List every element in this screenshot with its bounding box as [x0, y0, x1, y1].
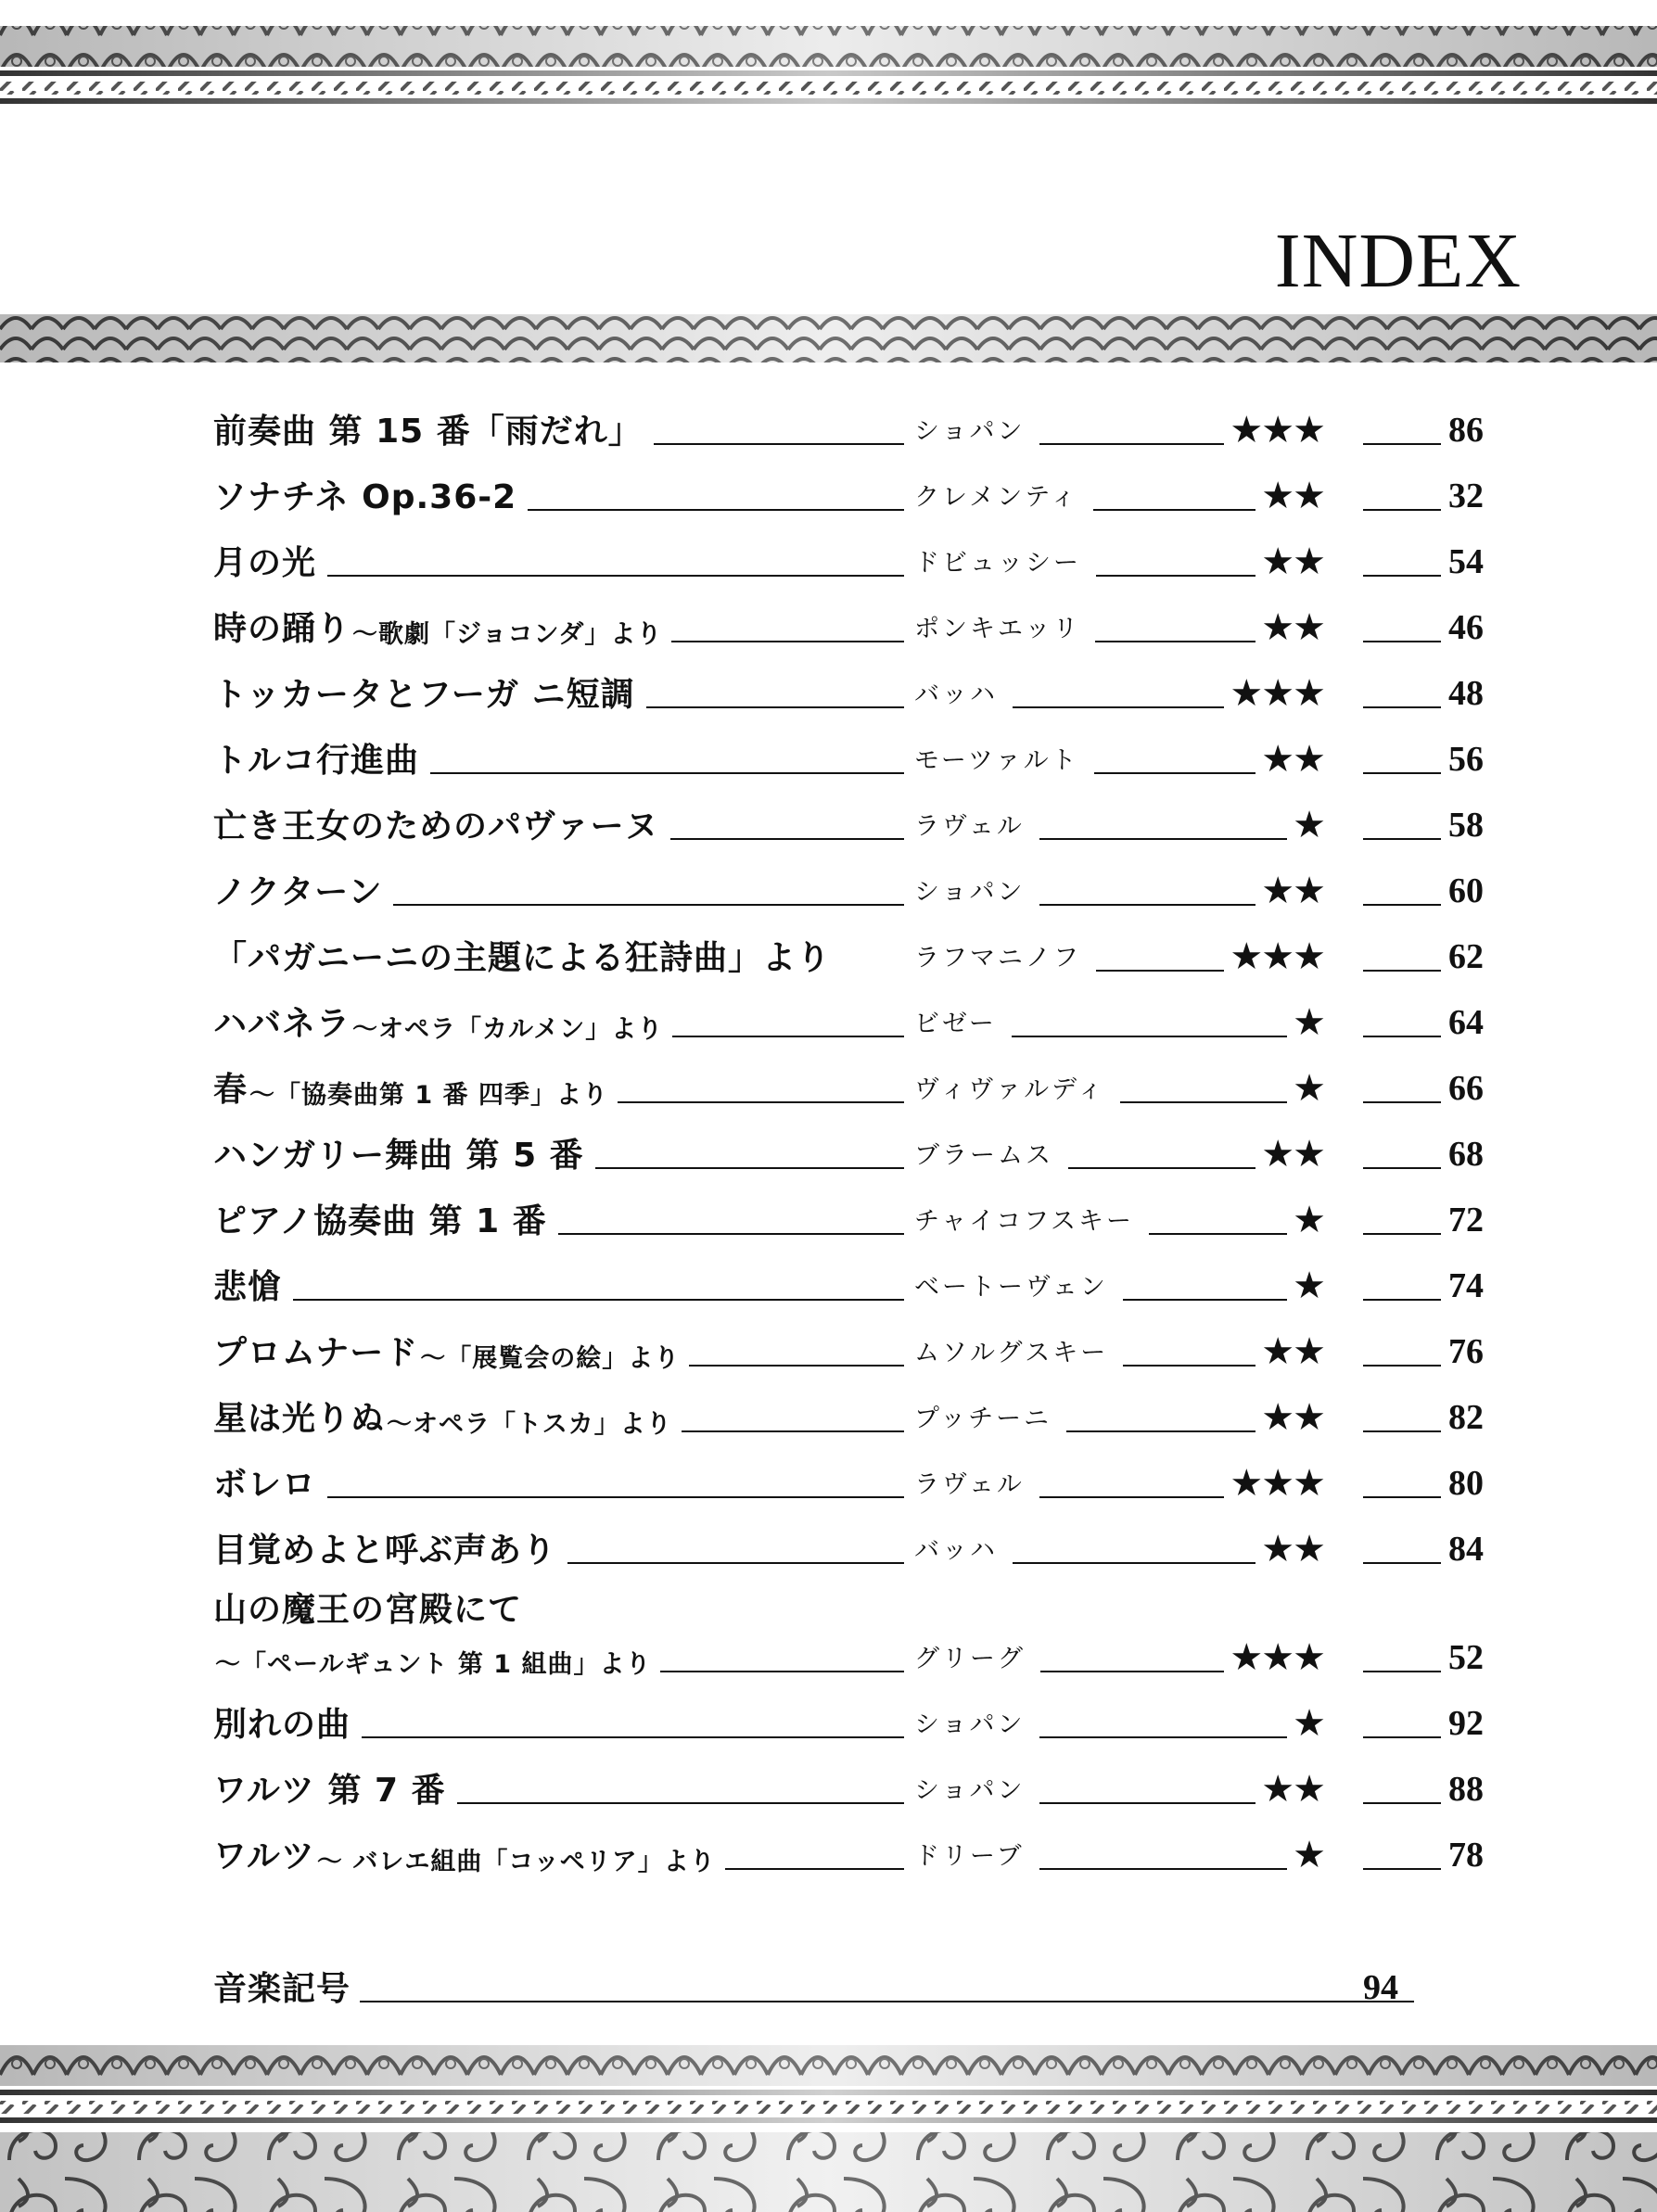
page-number: 80	[1448, 1464, 1484, 1503]
difficulty-stars: ★	[1293, 1265, 1324, 1307]
difficulty-stars: ★★	[1261, 475, 1324, 517]
leader-line	[1066, 1430, 1255, 1432]
piece-subtitle: ～「ペールギュント 第 1 組曲」より	[215, 1650, 652, 1679]
leader-line	[1039, 1868, 1287, 1870]
leader-line	[1363, 1562, 1441, 1564]
leader-line	[1039, 1736, 1287, 1738]
page-number: 72	[1448, 1201, 1484, 1239]
page-number: 66	[1448, 1069, 1484, 1108]
composer: モーツァルト	[914, 746, 1079, 775]
leader-line	[1363, 1802, 1441, 1804]
leader-line	[360, 2001, 1414, 2002]
piece-title: 「パガニーニの主題による狂詩曲」より	[213, 939, 832, 977]
piece-title: 前奏曲 第 15 番「雨だれ」	[213, 413, 643, 451]
piece-title: ノクターン	[213, 873, 383, 911]
piece-title: 悲愴	[213, 1268, 283, 1306]
leader-line	[654, 443, 904, 445]
piece-title: 別れの曲	[213, 1706, 351, 1744]
leader-line	[1096, 970, 1224, 972]
bottom-ornament-border	[0, 2040, 1657, 2212]
list-item[interactable]	[0, 1690, 1657, 1746]
piece-subtitle: ～歌劇「ジョコンダ」より	[352, 620, 663, 649]
leader-line	[1363, 1233, 1441, 1235]
difficulty-stars: ★★	[1261, 870, 1324, 912]
list-item[interactable]	[0, 1121, 1657, 1176]
composer: ヴィヴァルディ	[914, 1075, 1105, 1104]
leader-line	[1093, 509, 1255, 511]
piece-subtitle: ～ バレエ組曲「コッペリア」より	[316, 1848, 716, 1876]
page-number: 78	[1448, 1836, 1484, 1875]
difficulty-stars: ★★★	[1230, 1462, 1324, 1505]
leader-line	[1363, 641, 1441, 642]
page-number: 94	[1363, 1968, 1398, 2007]
list-item[interactable]	[0, 1384, 1657, 1440]
composer: ショパン	[914, 878, 1026, 907]
piece-title: プロムナード	[213, 1334, 419, 1372]
difficulty-stars: ★★★	[1230, 1636, 1324, 1679]
piece-title: ピアノ協奏曲 第 1 番	[213, 1202, 547, 1240]
list-item[interactable]	[0, 1822, 1657, 1877]
piece-title: ボレロ	[213, 1466, 317, 1504]
leader-line	[1363, 509, 1441, 511]
composer: グリーグ	[914, 1645, 1026, 1673]
page-number: 58	[1448, 806, 1484, 845]
leader-line	[1149, 1233, 1287, 1235]
page-number: 88	[1448, 1770, 1484, 1809]
piece-title: トッカータとフーガ ニ短調	[213, 676, 635, 714]
difficulty-stars: ★★★	[1230, 672, 1324, 715]
list-item[interactable]	[0, 1055, 1657, 1111]
leader-line	[393, 904, 904, 906]
page-number: 46	[1448, 608, 1484, 647]
leader-line	[1120, 1101, 1287, 1103]
difficulty-stars: ★	[1293, 1001, 1324, 1044]
leader-line	[671, 641, 904, 642]
page-number: 62	[1448, 937, 1484, 976]
leader-line	[1363, 1430, 1441, 1432]
list-item[interactable]	[0, 1187, 1657, 1242]
difficulty-stars: ★★★	[1230, 409, 1324, 451]
leader-line	[1012, 1036, 1287, 1037]
difficulty-stars: ★★	[1261, 540, 1324, 583]
difficulty-stars: ★★	[1261, 606, 1324, 649]
page-title: INDEX	[1274, 218, 1522, 304]
list-item[interactable]	[0, 1756, 1657, 1812]
list-item[interactable]	[0, 1318, 1657, 1374]
leader-line	[689, 1365, 904, 1367]
piece-title: 目覚めよと呼ぶ声あり	[213, 1532, 557, 1570]
piece-subtitle: ～オペラ「トスカ」より	[387, 1410, 672, 1439]
leader-line	[1363, 904, 1441, 906]
difficulty-stars: ★★	[1261, 1133, 1324, 1176]
leader-line	[1039, 838, 1287, 840]
leader-line	[327, 575, 904, 577]
difficulty-stars: ★★★	[1230, 935, 1324, 978]
leader-line	[1013, 706, 1224, 708]
leader-line	[1095, 641, 1255, 642]
leader-line	[1363, 1496, 1441, 1498]
leader-line	[660, 1671, 904, 1672]
leader-line	[1363, 443, 1441, 445]
composer: ブラームス	[914, 1141, 1053, 1170]
piece-title: トルコ行進曲	[213, 742, 420, 780]
difficulty-stars: ★	[1293, 804, 1324, 846]
leader-line	[1363, 1036, 1441, 1037]
list-item[interactable]	[0, 397, 1657, 452]
leader-line	[457, 1802, 904, 1804]
leader-line	[1363, 706, 1441, 708]
list-item[interactable]	[0, 792, 1657, 847]
composer: ラヴェル	[914, 812, 1025, 841]
page-number: 74	[1448, 1266, 1484, 1305]
composer: ベートーヴェン	[914, 1273, 1108, 1302]
leader-line	[327, 1496, 904, 1498]
composer: チャイコフスキー	[914, 1207, 1135, 1236]
leader-line	[1363, 575, 1441, 577]
difficulty-stars: ★★	[1261, 738, 1324, 781]
difficulty-stars: ★★	[1261, 1528, 1324, 1570]
difficulty-stars: ★★	[1261, 1768, 1324, 1811]
page-number: 68	[1448, 1135, 1484, 1174]
leader-line	[1363, 1671, 1441, 1672]
leader-line	[1039, 443, 1224, 445]
leader-line	[670, 838, 904, 840]
leader-line	[1363, 1167, 1441, 1169]
difficulty-stars: ★	[1293, 1067, 1324, 1110]
page-number: 48	[1448, 674, 1484, 713]
leader-line	[1363, 1736, 1441, 1738]
list-item[interactable]	[0, 1624, 1657, 1680]
composer: ドリーブ	[914, 1842, 1025, 1871]
list-item[interactable]	[0, 989, 1657, 1045]
leader-line	[1068, 1167, 1255, 1169]
piece-title: 亡き王女のためのパヴァーヌ	[213, 807, 659, 845]
piece-subtitle: ～「展覧会の絵」より	[420, 1344, 681, 1373]
leader-line	[1094, 772, 1256, 774]
composer: ショパン	[914, 1776, 1026, 1805]
page-number: 32	[1448, 477, 1484, 515]
leader-line	[1363, 970, 1441, 972]
composer: ラヴェル	[914, 1470, 1025, 1499]
leader-line	[1040, 1671, 1224, 1672]
leader-line	[1039, 1802, 1255, 1804]
difficulty-stars: ★	[1293, 1702, 1324, 1745]
list-item[interactable]	[0, 660, 1657, 716]
leader-line	[1363, 838, 1441, 840]
leader-line	[293, 1299, 904, 1301]
composer: ラフマニノフ	[914, 944, 1081, 973]
composer: ショパン	[914, 1710, 1026, 1739]
leader-line	[1363, 1101, 1441, 1103]
glossary-title: 音楽記号	[213, 1970, 351, 2008]
difficulty-stars: ★★	[1261, 1330, 1324, 1373]
difficulty-stars: ★	[1293, 1834, 1324, 1876]
composer: ポンキエッリ	[914, 615, 1081, 643]
composer: プッチーニ	[914, 1405, 1052, 1433]
leader-line	[682, 1430, 904, 1432]
composer: ショパン	[914, 417, 1026, 446]
page-number: 56	[1448, 740, 1484, 779]
page-number: 60	[1448, 871, 1484, 910]
leader-line	[1013, 1562, 1255, 1564]
composer: ビゼー	[914, 1010, 997, 1038]
page-number: 84	[1448, 1530, 1484, 1569]
difficulty-stars: ★★	[1261, 1396, 1324, 1439]
leader-line	[672, 1036, 904, 1037]
composer: バッハ	[914, 1536, 998, 1565]
list-item[interactable]	[0, 726, 1657, 782]
leader-line	[1363, 1868, 1441, 1870]
list-item[interactable]	[0, 594, 1657, 650]
composer: ドビュッシー	[914, 549, 1081, 578]
piece-title: ハンガリー舞曲 第 5 番	[213, 1137, 584, 1175]
leader-line	[430, 772, 904, 774]
leader-line	[558, 1233, 904, 1235]
leader-line	[1363, 1299, 1441, 1301]
list-item[interactable]	[0, 858, 1657, 913]
leader-line	[725, 1868, 904, 1870]
composer: バッハ	[914, 680, 998, 709]
leader-line	[362, 1736, 904, 1738]
leader-line	[1039, 904, 1255, 906]
page-number: 76	[1448, 1332, 1484, 1371]
composer: クレメンティ	[914, 483, 1079, 512]
leader-line	[1096, 575, 1255, 577]
piece-subtitle: ～オペラ「カルメン」より	[352, 1015, 664, 1044]
page-number: 82	[1448, 1398, 1484, 1437]
leader-line	[646, 706, 904, 708]
leader-line	[1123, 1299, 1287, 1301]
composer: ムソルグスキー	[914, 1339, 1109, 1367]
leader-line	[567, 1562, 904, 1564]
leader-line	[1039, 1496, 1225, 1498]
page-number: 54	[1448, 542, 1484, 581]
page-number: 64	[1448, 1003, 1484, 1042]
list-item[interactable]	[0, 1450, 1657, 1506]
list-item[interactable]	[0, 1516, 1657, 1571]
page-number: 92	[1448, 1704, 1484, 1743]
leader-line	[1363, 1365, 1441, 1367]
list-item[interactable]	[0, 463, 1657, 518]
piece-title: ハバネラ	[213, 1005, 351, 1043]
list-item[interactable]	[0, 923, 1657, 979]
page-number: 52	[1448, 1638, 1484, 1677]
piece-title: 星は光りぬ	[213, 1400, 386, 1438]
glossary-entry[interactable]	[0, 1954, 1657, 2010]
list-item[interactable]	[0, 1252, 1657, 1308]
piece-title: ソナチネ Op.36-2	[213, 478, 517, 516]
page-number: 86	[1448, 411, 1484, 450]
leader-line	[1123, 1365, 1255, 1367]
piece-title: ワルツ	[213, 1837, 315, 1875]
piece-title: 月の光	[213, 544, 317, 582]
piece-title: 時の踊り	[213, 610, 351, 648]
leader-line	[618, 1101, 904, 1103]
piece-title: ワルツ 第 7 番	[213, 1772, 446, 1810]
leader-line	[595, 1167, 904, 1169]
difficulty-stars: ★	[1293, 1199, 1324, 1241]
leader-line	[528, 509, 904, 511]
list-item[interactable]	[0, 528, 1657, 584]
leader-line	[1363, 772, 1441, 774]
piece-subtitle: ～「協奏曲第 1 番 四季」より	[249, 1081, 609, 1110]
piece-title: 春	[213, 1071, 249, 1109]
piece-title: 山の魔王の宮殿にて	[213, 1591, 523, 1629]
